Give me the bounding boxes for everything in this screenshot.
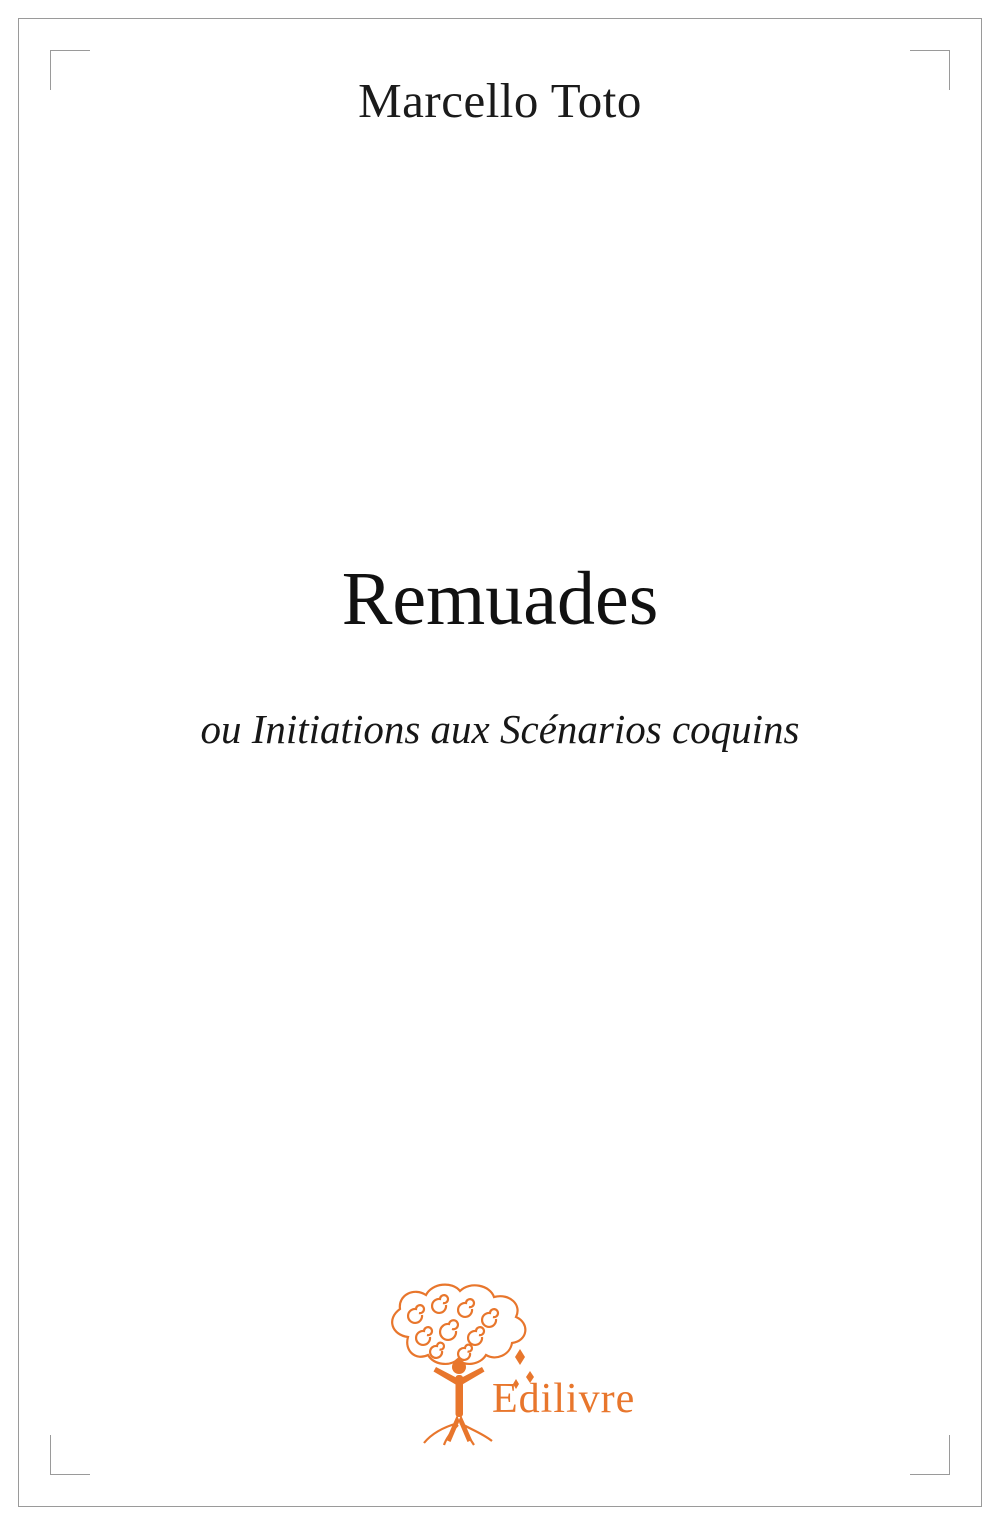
frame-mask-left bbox=[42, 90, 60, 1435]
frame-mask-right bbox=[940, 90, 958, 1435]
inner-corner-frame bbox=[50, 50, 950, 1475]
book-title: Remuades bbox=[341, 557, 659, 641]
frame-mask-top bbox=[90, 42, 910, 60]
tree-with-person-logo-icon bbox=[370, 1275, 550, 1450]
frame-mask-bottom bbox=[90, 1465, 910, 1483]
author-name: Marcello Toto bbox=[358, 73, 642, 128]
publisher-logo-block bbox=[0, 1275, 1000, 1465]
publisher-name: Edilivre bbox=[492, 1376, 636, 1422]
book-subtitle: ou Initiations aux Scénarios coquins bbox=[200, 706, 800, 752]
